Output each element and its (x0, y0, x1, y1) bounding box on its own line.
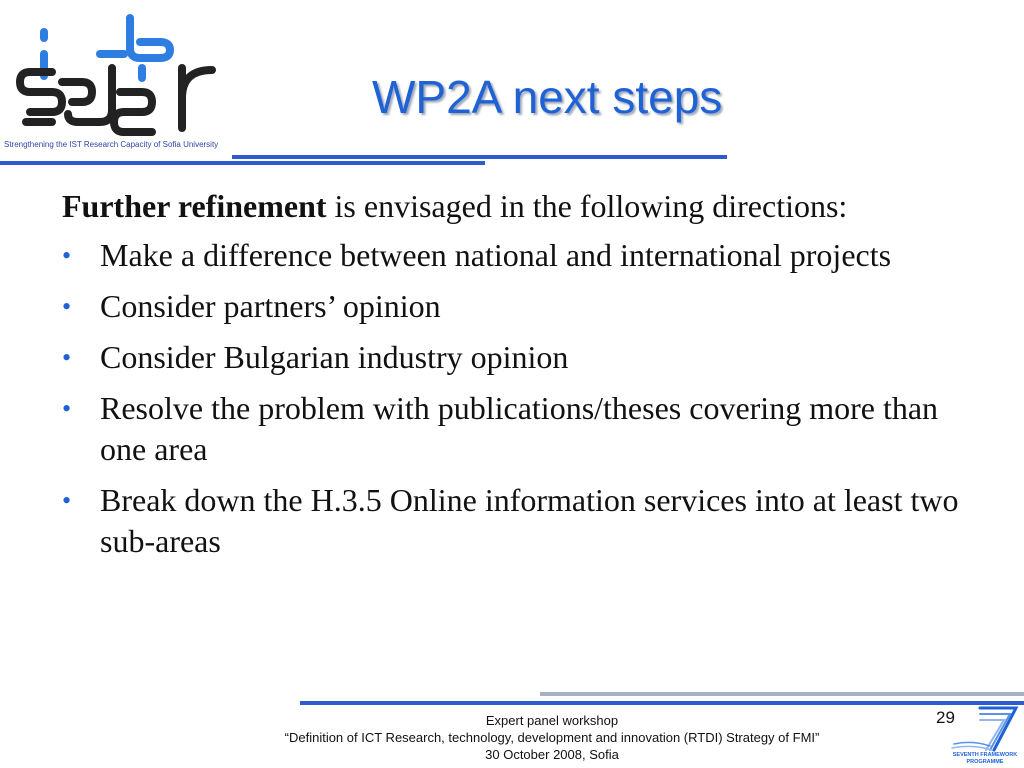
title-divider (232, 155, 727, 159)
istsr-logo-icon (12, 10, 227, 138)
title-divider-lower (0, 161, 485, 165)
bullet-item (62, 337, 992, 378)
slide-title: WP2A next steps (372, 71, 723, 123)
bullet-icon: • (62, 241, 72, 270)
bullet-item (62, 286, 992, 327)
footer-subtitle: “Definition of ICT Research, technology, development and innovation (RTDI) Strategy of FMI” (284, 730, 820, 745)
bullet-text: Break down the H.3.5 Online information services into at least two sub-areas (100, 482, 959, 559)
footer-event: Expert panel workshop (485, 713, 619, 728)
bullet-item (62, 235, 992, 276)
bullet-icon: • (62, 343, 72, 372)
logo-tagline: Strengthening the IST Research Capacity of Sofia University (4, 140, 219, 149)
fp7-icon (950, 704, 1020, 766)
footer-date: 30 October 2008, Sofia (485, 747, 619, 762)
intro-bold: Further refinement (62, 188, 327, 224)
bullet-icon: • (62, 394, 72, 423)
bullet-text: Make a difference between national and international projects (100, 237, 892, 273)
bullet-icon: • (62, 486, 72, 515)
bullet-text: Resolve the problem with publications/theses covering more than one area (100, 390, 939, 467)
slide-body (62, 186, 992, 572)
intro-text: is envisaged in the following directions: (326, 188, 848, 224)
bullet-item (62, 388, 992, 470)
footer-divider (300, 701, 1024, 705)
bullet-list (62, 235, 992, 562)
bullet-item (62, 480, 992, 562)
bullet-text: Consider partners’ opinion (100, 288, 441, 324)
bullet-text: Consider Bulgarian industry opinion (100, 339, 569, 375)
fp7-line2: PROGRAMME (966, 759, 1004, 765)
page-number: 29 (936, 708, 955, 727)
footer-divider-grey (540, 692, 1024, 696)
footer (250, 712, 854, 763)
fp7-line1: SEVENTH FRAMEWORK (952, 752, 1018, 758)
bullet-icon: • (62, 292, 72, 321)
intro-paragraph (62, 186, 992, 227)
